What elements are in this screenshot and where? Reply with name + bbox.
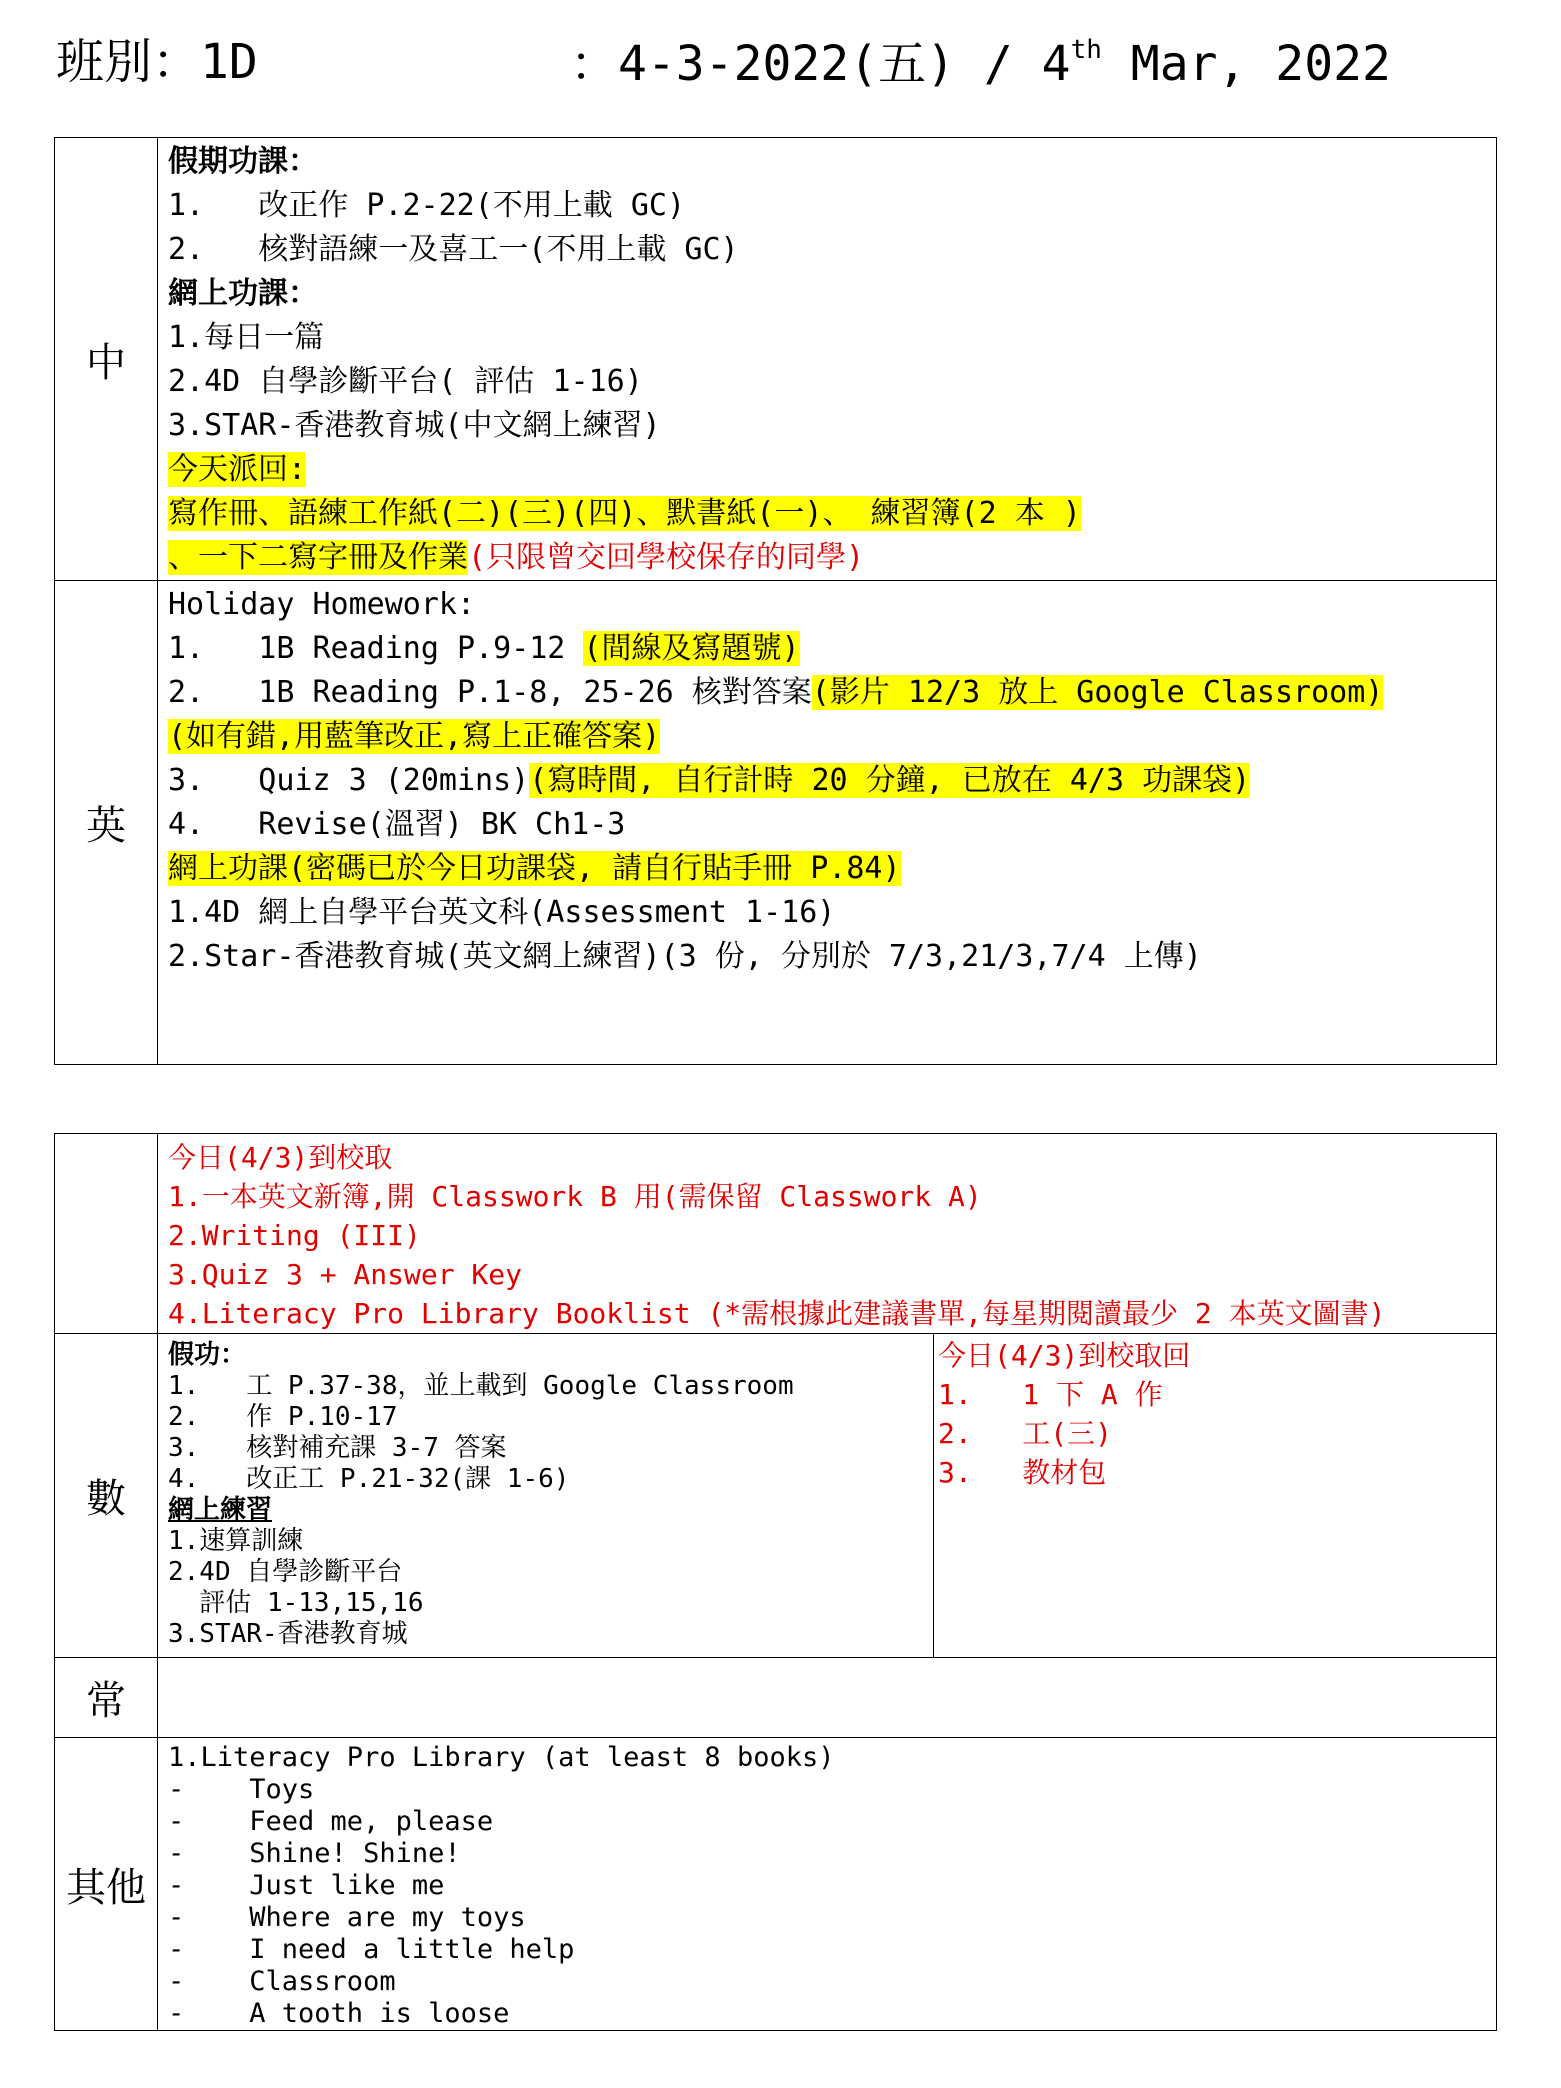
math-holiday-line bbox=[168, 1495, 923, 1526]
math-holiday-line bbox=[168, 1588, 923, 1619]
math-holiday-line bbox=[168, 1526, 923, 1557]
math-holiday-content bbox=[158, 1334, 934, 1658]
chinese-line-text: 1. 改正作 P.2-22(不用上載 GC) bbox=[168, 188, 686, 223]
english-line bbox=[168, 583, 1486, 627]
others-line: - Where are my toys bbox=[168, 1902, 526, 1933]
general-content bbox=[158, 1658, 1497, 1738]
english-line-text: 4. Revise(溫習) BK Ch1-3 bbox=[168, 807, 626, 842]
math-return-line: 1. 1 下 A 作 bbox=[938, 1378, 1163, 1411]
math-holiday-line-text: 2. 作 P.10-17 bbox=[168, 1402, 398, 1432]
math-holiday-line-text: 2.4D 自學診斷平台 bbox=[168, 1557, 403, 1587]
date-label bbox=[570, 36, 1391, 91]
chinese-line bbox=[168, 272, 1486, 316]
chinese-line bbox=[168, 140, 1486, 184]
english-content bbox=[158, 581, 1497, 1065]
general-row bbox=[55, 1658, 1497, 1738]
english-line bbox=[168, 627, 1486, 671]
chinese-line bbox=[168, 316, 1486, 360]
homework-table-2 bbox=[54, 1133, 1497, 2031]
chinese-line-text: 網上功課： bbox=[168, 276, 318, 311]
others-line: 1.Literacy Pro Library (at least 8 books) bbox=[168, 1742, 835, 1773]
others-line: - A tooth is loose bbox=[168, 1998, 510, 2029]
math-holiday-line-text: 1. 工 P.37-38，並上載到 Google Classroom bbox=[168, 1371, 794, 1401]
math-holiday-line-text: 假功： bbox=[168, 1340, 247, 1370]
notice-row bbox=[55, 1134, 1497, 1334]
english-line-text: 3. Quiz 3 (20mins) bbox=[168, 763, 530, 798]
subject-math: 數 bbox=[55, 1334, 158, 1658]
english-line-text: 1. 1B Reading P.9-12 bbox=[168, 631, 584, 666]
english-line-text: Holiday Homework: bbox=[168, 587, 476, 622]
english-line-highlight: (間線及寫題號) bbox=[583, 631, 800, 666]
date-prefix: ：4-3-2022(五) / 4 bbox=[570, 36, 1071, 92]
english-line bbox=[168, 671, 1486, 715]
english-line-highlight: (如有錯,用藍筆改正,寫上正確答案) bbox=[168, 719, 661, 754]
homework-table-1 bbox=[54, 137, 1497, 1065]
english-line-text: 1.4D 網上自學平台英文科(Assessment 1-16) bbox=[168, 895, 836, 930]
chinese-line-text: 2.4D 自學診斷平台( 評估 1-16) bbox=[168, 364, 643, 399]
subject-chinese: 中 bbox=[55, 138, 158, 581]
english-line-text: 2. 1B Reading P.1-8, 25-26 核對答案 bbox=[168, 675, 812, 710]
math-holiday-line bbox=[168, 1557, 923, 1588]
english-line-text: 2.Star-香港教育城(英文網上練習)(3 份, 分別於 7/3,21/3,7/4 上傳) bbox=[168, 939, 1202, 974]
chinese-line-text: 今天派回: bbox=[168, 452, 307, 487]
math-holiday-line-text: 網上練習 bbox=[168, 1495, 273, 1525]
math-holiday-line-text: 1.速算訓練 bbox=[168, 1526, 304, 1556]
others-line: - Just like me bbox=[168, 1870, 445, 1901]
math-holiday-line-text: 3.STAR-香港教育城 bbox=[168, 1619, 408, 1649]
english-line bbox=[168, 891, 1486, 935]
chinese-line-text: 寫作冊、語練工作紙(二)(三)(四)、默書紙(一)、 練習簿(2 本 ) bbox=[168, 496, 1081, 531]
others-line: - Shine! Shine! bbox=[168, 1838, 461, 1869]
date-suffix: Mar, 2022 bbox=[1101, 36, 1391, 92]
math-row bbox=[55, 1334, 1497, 1658]
math-return-line: 3. 教材包 bbox=[938, 1456, 1107, 1489]
math-return-line: 今日(4/3)到校取回 bbox=[938, 1339, 1191, 1372]
page-header bbox=[56, 34, 1391, 92]
math-return-content bbox=[934, 1334, 1497, 1658]
chinese-line bbox=[168, 448, 1486, 492]
others-line: - Classroom bbox=[168, 1966, 396, 1997]
chinese-line bbox=[168, 360, 1486, 404]
others-content bbox=[158, 1738, 1497, 2031]
notice-line: 4.Literacy Pro Library Booklist (*需根據此建議書單,每星期閱讀最少 2 本英文圖書) bbox=[168, 1297, 1386, 1330]
math-holiday-line bbox=[168, 1619, 923, 1650]
notice-line: 1.一本英文新簿,開 Classwork B 用(需保留 Classwork A) bbox=[168, 1180, 982, 1213]
math-return-line: 2. 工(三) bbox=[938, 1417, 1113, 1450]
subject-english: 英 bbox=[55, 581, 158, 1065]
math-holiday-line-text: 評估 1-13,15,16 bbox=[168, 1588, 424, 1618]
math-holiday-line-text: 3. 核對補充課 3-7 答案 bbox=[168, 1433, 507, 1463]
chinese-line-red-note: (只限曾交回學校保存的同學) bbox=[468, 540, 865, 575]
others-line: - I need a little help bbox=[168, 1934, 575, 1965]
chinese-line bbox=[168, 492, 1486, 536]
english-row bbox=[55, 581, 1497, 1065]
math-holiday-line bbox=[168, 1340, 923, 1371]
chinese-line-text: 1.每日一篇 bbox=[168, 320, 325, 355]
others-line: - Feed me, please bbox=[168, 1806, 494, 1837]
math-holiday-line bbox=[168, 1402, 923, 1433]
chinese-line bbox=[168, 404, 1486, 448]
english-line-highlight: (寫時間, 自行計時 20 分鐘, 已放在 4/3 功課袋) bbox=[529, 763, 1251, 798]
english-line bbox=[168, 715, 1486, 759]
english-line-highlight: 網上功課(密碼已於今日功課袋, 請自行貼手冊 P.84) bbox=[168, 851, 901, 886]
date-superscript: th bbox=[1070, 35, 1102, 65]
chinese-row bbox=[55, 138, 1497, 581]
math-holiday-line bbox=[168, 1371, 923, 1402]
notice-line: 今日(4/3)到校取 bbox=[168, 1141, 393, 1174]
chinese-line-text: 3.STAR-香港教育城(中文網上練習) bbox=[168, 408, 661, 443]
chinese-line bbox=[168, 536, 1486, 580]
chinese-line bbox=[168, 184, 1486, 228]
subject-general: 常 bbox=[55, 1658, 158, 1738]
chinese-line-text: 2. 核對語練一及喜工一(不用上載 GC) bbox=[168, 232, 739, 267]
math-holiday-line-text: 4. 改正工 P.21-32(課 1-6) bbox=[168, 1464, 570, 1494]
class-label: 班別：1D bbox=[56, 34, 258, 90]
english-line bbox=[168, 935, 1486, 979]
subject-others: 其他 bbox=[55, 1738, 158, 2031]
english-line-highlight: (影片 12/3 放上 Google Classroom) bbox=[811, 675, 1384, 710]
math-holiday-line bbox=[168, 1433, 923, 1464]
chinese-line bbox=[168, 228, 1486, 272]
notice-content bbox=[158, 1134, 1497, 1334]
math-holiday-line bbox=[168, 1464, 923, 1495]
chinese-content bbox=[158, 138, 1497, 581]
english-line bbox=[168, 803, 1486, 847]
notice-subject-cell bbox=[55, 1134, 158, 1334]
english-line bbox=[168, 847, 1486, 891]
notice-line: 3.Quiz 3 + Answer Key bbox=[168, 1258, 523, 1291]
chinese-line-text: 假期功課： bbox=[168, 144, 318, 179]
chinese-line-highlight: 、一下二寫字冊及作業 bbox=[168, 540, 468, 575]
others-row bbox=[55, 1738, 1497, 2031]
notice-line: 2.Writing (III) bbox=[168, 1219, 421, 1252]
others-line: - Toys bbox=[168, 1774, 315, 1805]
english-line bbox=[168, 759, 1486, 803]
